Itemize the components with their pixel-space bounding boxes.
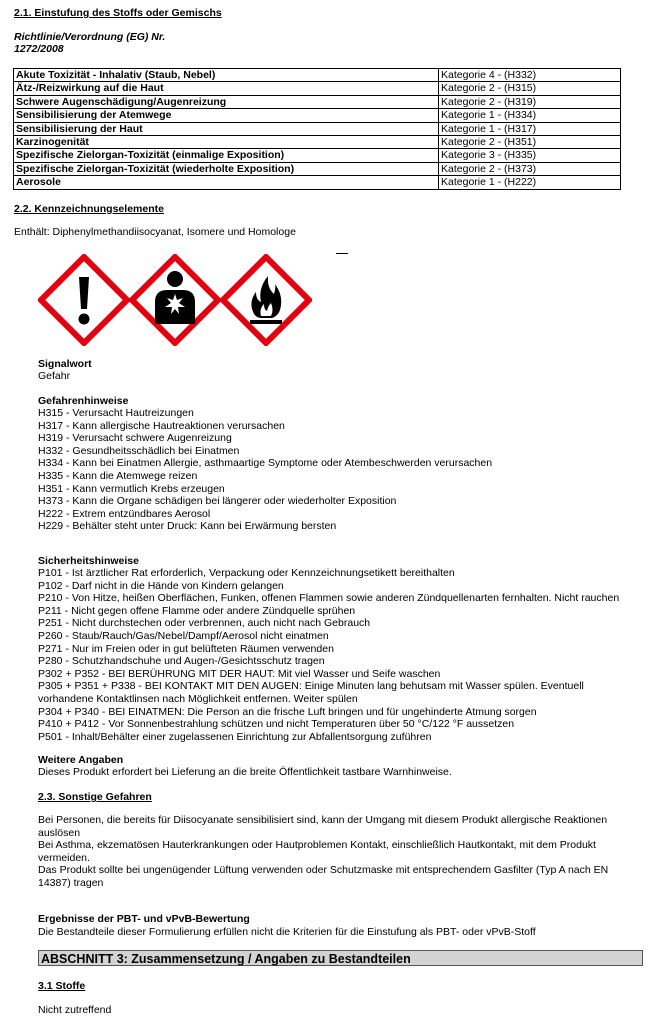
list-item: P271 - Nur im Freien oder in gut belüfteten Räumen verwenden [38, 642, 334, 655]
hazard-category: Kategorie 2 - (H373) [439, 162, 621, 175]
text-line: auslösen [38, 826, 81, 839]
list-item: P102 - Darf nicht in die Hände von Kindern gelangen [38, 579, 284, 592]
section-2-1-heading: 2.1. Einstufung des Stoffs oder Gemischs [14, 7, 222, 19]
section-2-3-heading: 2.3. Sonstige Gefahren [38, 791, 152, 803]
table-row [14, 95, 621, 108]
regulation-line-1: Richtlinie/Verordnung (EG) Nr. [14, 31, 166, 43]
pbt-text: Die Bestandteile dieser Formulierung erfüllen nicht die Kriterien für die Einstufung als PBT- oder vPvB-Stoff [38, 926, 536, 938]
list-item: P101 - Ist ärztlicher Rat erforderlich, Verpackung oder Kennzeichnungsetikett bereithalten [38, 567, 455, 579]
list-item: H335 - Kann die Atemwege reizen [38, 469, 198, 482]
hazard-class: Schwere Augenschädigung/Augenreizung [14, 95, 439, 108]
table-row [14, 69, 621, 82]
list-item: P280 - Schutzhandschuhe und Augen-/Gesichtsschutz tragen [38, 655, 325, 668]
table-row [14, 82, 621, 95]
additional-info-label: Weitere Angaben [38, 754, 124, 766]
pbt-label: Ergebnisse der PBT- und vPvB-Bewertung [38, 913, 250, 925]
list-item: P305 + P351 + P338 - BEI KONTAKT MIT DEN AUGEN: Einige Minuten lang behutsam mit Wasser spülen. Eventuell [38, 680, 584, 693]
hazard-class: Sensibilisierung der Atemwege [14, 109, 439, 122]
precautionary-list [38, 567, 619, 743]
signal-word: Gefahr [38, 370, 71, 382]
text-line: Das Produkt sollte bei ungenügender Lüftung verwenden oder Schutzmaske mit entsprechendem Gasfilter (Typ A nach EN [38, 864, 609, 877]
regulation-line-2: 1272/2008 [14, 43, 64, 55]
list-item: P260 - Staub/Rauch/Gas/Nebel/Dampf/Aerosol nicht einatmen [38, 629, 329, 642]
list-item: H351 - Kann vermutlich Krebs erzeugen [38, 482, 225, 495]
list-item: P410 + P412 - Vor Sonnenbestrahlung schützen und nicht Temperaturen über 50 °C/122 °F aussetzen [38, 718, 515, 731]
signal-word-label: Signalwort [38, 358, 92, 370]
hazard-category: Kategorie 3 - (H335) [439, 149, 621, 162]
text-line: Bei Asthma, ekzematösen Hauterkrankungen oder Hautproblemen Kontakt, einschließlich Hautkontakt, mit dem Produkt [38, 839, 596, 852]
hazard-class: Spezifische Zielorgan-Toxizität (wiederholte Exposition) [14, 162, 439, 175]
hazard-class: Spezifische Zielorgan-Toxizität (einmalige Exposition) [14, 149, 439, 162]
flame-icon [220, 254, 312, 346]
hazard-class: Aerosole [14, 176, 439, 189]
table-row [14, 136, 621, 149]
table-row [14, 149, 621, 162]
list-item: H319 - Verursacht schwere Augenreizung [38, 432, 232, 445]
hazard-category: Kategorie 2 - (H319) [439, 95, 621, 108]
list-item: H222 - Extrem entzündbares Aerosol [38, 507, 211, 520]
additional-info-text: Dieses Produkt erfordert bei Lieferung an die breite Öffentlichkeit tastbare Warnhinweise. [38, 766, 452, 778]
text-line: vermeiden. [38, 851, 90, 864]
hazard-category: Kategorie 1 - (H222) [439, 176, 621, 189]
table-row [14, 176, 621, 189]
hazard-class: Akute Toxizität - Inhalativ (Staub, Nebel) [14, 69, 439, 82]
list-item: vorhandene Kontaktlinsen nach Möglichkeit entfernen. Weiter spülen [38, 692, 358, 705]
table-row [14, 162, 621, 175]
hazard-category: Kategorie 2 - (H351) [439, 136, 621, 149]
hazard-category: Kategorie 1 - (H317) [439, 122, 621, 135]
list-item: H373 - Kann die Organe schädigen bei längerer oder wiederholter Exposition [38, 495, 397, 508]
section-2-2-heading: 2.2. Kennzeichnungselemente [14, 203, 164, 215]
hazard-class: Ätz-/Reizwirkung auf die Haut [14, 82, 439, 95]
health-hazard-icon [129, 254, 221, 346]
precautionary-label: Sicherheitshinweise [38, 555, 139, 567]
list-item: P211 - Nicht gegen offene Flamme oder andere Zündquelle sprühen [38, 604, 356, 617]
list-item: H229 - Behälter steht unter Druck: Kann bei Erwärmung bersten [38, 520, 337, 533]
list-item: H332 - Gesundheitsschädlich bei Einatmen [38, 444, 240, 457]
hazard-category: Kategorie 1 - (H334) [439, 109, 621, 122]
text-line: 14387) tragen [38, 876, 104, 889]
section-3-1-text: Nicht zutreffend [38, 1004, 112, 1016]
hazard-class: Sensibilisierung der Haut [14, 122, 439, 135]
table-row [14, 122, 621, 135]
other-hazards-text [38, 814, 608, 890]
hazard-category: Kategorie 4 - (H332) [439, 69, 621, 82]
divider [336, 253, 348, 254]
hazard-category: Kategorie 2 - (H315) [439, 82, 621, 95]
list-item: H315 - Verursacht Hautreizungen [38, 407, 194, 419]
hazard-statements-list [38, 407, 492, 533]
list-item: P501 - Inhalt/Behälter einer zugelassenen Einrichtung zur Abfallentsorgung zuführen [38, 730, 432, 743]
section-3-banner: ABSCHNITT 3: Zusammensetzung / Angaben zu Bestandteilen [38, 950, 643, 966]
section-3-1-heading: 3.1 Stoffe [38, 980, 86, 992]
classification-table [13, 68, 621, 190]
contains-text: Enthält: Diphenylmethandiisocyanat, Isomere und Homologe [14, 226, 296, 238]
table-row [14, 109, 621, 122]
list-item: P302 + P352 - BEI BERÜHRUNG MIT DER HAUT: Mit viel Wasser und Seife waschen [38, 667, 441, 680]
list-item: P304 + P340 - BEI EINATMEN: Die Person an die frische Luft bringen und für ungehinderte Atmung sorgen [38, 705, 537, 718]
text-line: Bei Personen, die bereits für Diisocyanate sensibilisiert sind, kann der Umgang mit diesem Produkt allergische Reaktionen [38, 814, 608, 826]
list-item: H317 - Kann allergische Hautreaktionen verursachen [38, 419, 285, 432]
list-item: P251 - Nicht durchstechen oder verbrennen, auch nicht nach Gebrauch [38, 617, 371, 630]
list-item: H334 - Kann bei Einatmen Allergie, asthmaartige Symptome oder Atembeschwerden verursachen [38, 457, 493, 470]
hazard-class: Karzinogenität [14, 136, 439, 149]
exclamation-mark-icon [38, 254, 130, 346]
hazard-statements-label: Gefahrenhinweise [38, 395, 129, 407]
list-item: P210 - Von Hitze, heißen Oberflächen, Funken, offenen Flammen sowie anderen Zündquellenarten fernhalten. Nicht rauchen [38, 592, 620, 605]
